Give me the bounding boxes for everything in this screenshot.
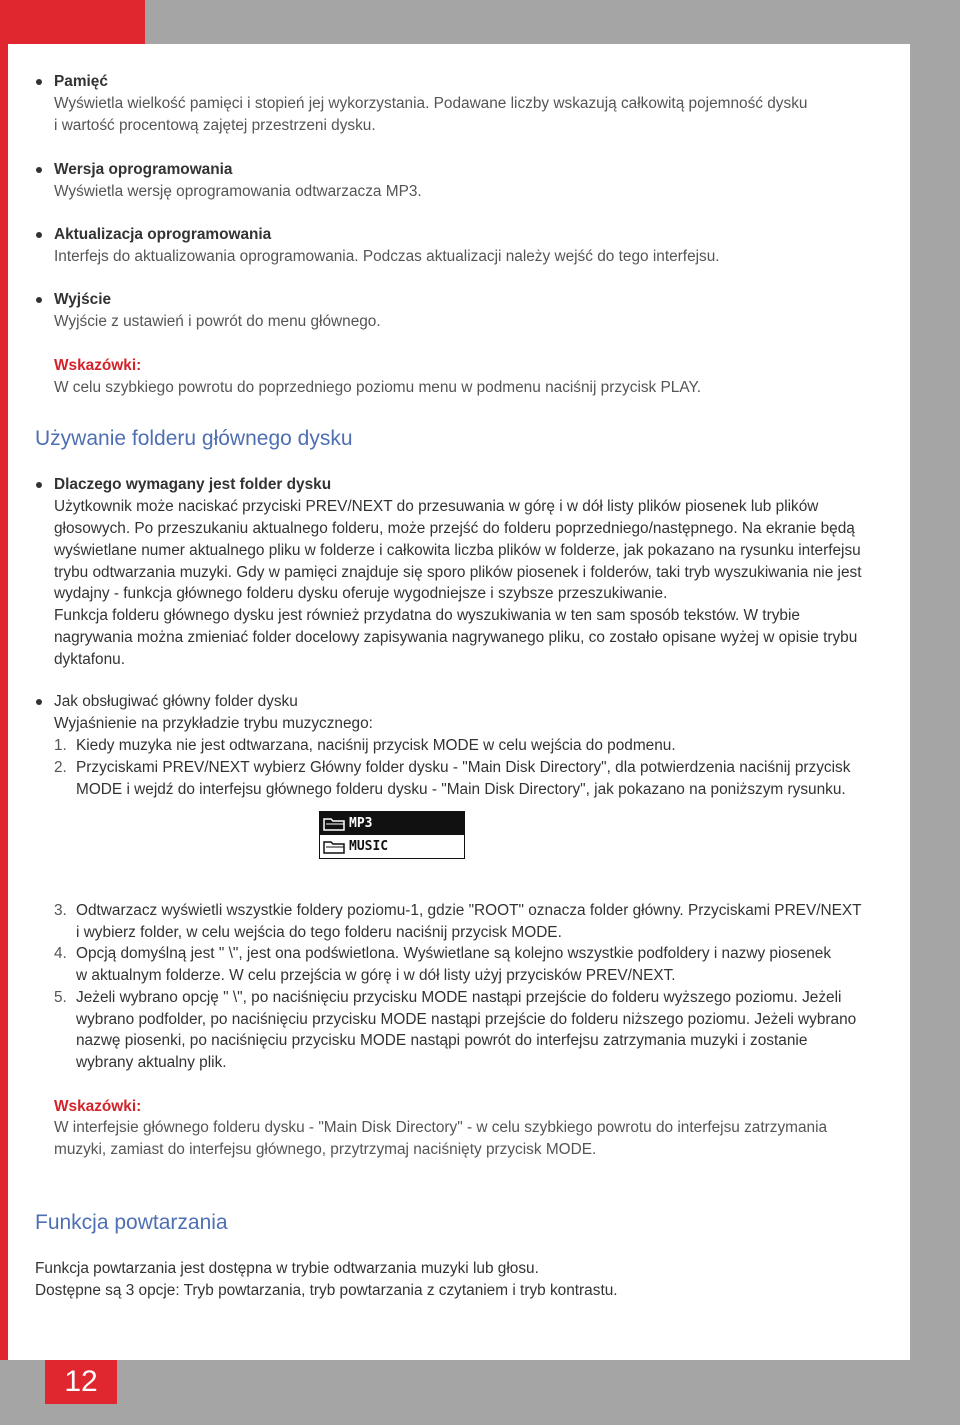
page-number: 12 xyxy=(45,1360,117,1404)
bullet-icon xyxy=(36,232,42,238)
dlaczego-line: wydajny - funkcja głównego folderu dysku oferuje wygodniejsze i szybsze przeszukiwanie. xyxy=(54,585,668,602)
lcd-row2-text: MUSIC xyxy=(349,839,389,854)
step-number: 5. xyxy=(54,989,67,1006)
lcd-row1-text: MP3 xyxy=(349,816,373,831)
folder-icon xyxy=(323,839,345,854)
repeat-line: Dostępne są 3 opcje: Tryb powtarzania, tryb powtarzania z czytaniem i tryb kontrastu. xyxy=(35,1282,618,1299)
dlaczego-line: trybu odtwarzania muzyki. Gdy w pamięci znajduje się sporo plików piosenek i folderów, taki tryb wyszukiwania nie jest xyxy=(54,564,862,581)
bullet-icon xyxy=(36,699,42,705)
step-line: Odtwarzacz wyświetli wszystkie foldery poziomu-1, gdzie "ROOT" oznacza folder główny. Przyciskami PREV/NEXT xyxy=(76,902,862,919)
dlaczego-title: Dlaczego wymagany jest folder dysku xyxy=(54,476,332,493)
pamiec-line-2: i wartość procentową zajętej przestrzeni dysku. xyxy=(54,117,376,134)
step-line: MODE i wejdź do interfejsu głównego folderu dysku - "Main Disk Directory", jak pokazano na poniższym rysunku. xyxy=(76,781,846,798)
dlaczego-line: wyświetlane numer aktualnego pliku w folderze i całkowita liczba plików w folderze, jak pokazano na rysunku interfejsu xyxy=(54,542,861,559)
step-line: i wybierz folder, w celu wejścia do tego folderu naciśnij przycisk MODE. xyxy=(76,924,562,941)
dlaczego-line: dyktafonu. xyxy=(54,651,126,668)
section-title-pamiec: Pamięć xyxy=(54,73,108,90)
jak-intro: Wyjaśnienie na przykładzie trybu muzycznego: xyxy=(54,715,373,732)
folder-icon xyxy=(323,816,345,831)
wyjscie-line-1: Wyjście z ustawień i powrót do menu głównego. xyxy=(54,313,381,330)
step-number: 2. xyxy=(54,759,67,776)
tips-label: Wskazówki: xyxy=(54,357,142,374)
step-line: nazwę piosenki, po naciśnięciu przycisku MODE nastąpi powrót do interfejsu zatrzymania muzyki i zostanie xyxy=(76,1032,808,1049)
bullet-icon xyxy=(36,482,42,488)
section-title-aktualizacja: Aktualizacja oprogramowania xyxy=(54,226,272,243)
top-red-bar xyxy=(0,0,145,44)
aktualizacja-line-1: Interfejs do aktualizowania oprogramowania. Podczas aktualizacji należy wejść do tego interfejsu. xyxy=(54,248,720,265)
step-number: 4. xyxy=(54,945,67,962)
wersja-line-1: Wyświetla wersję oprogramowania odtwarzacza MP3. xyxy=(54,183,422,200)
tips-label: Wskazówki: xyxy=(54,1098,142,1115)
step-line: Jeżeli wybrano opcję " \", po naciśnięciu przycisku MODE nastąpi przejście do folderu wyższego poziomu. Jeżeli xyxy=(76,989,842,1006)
step-line: w aktualnym folderze. W celu przejścia w górę i w dół listy użyj przycisków PREV/NEXT. xyxy=(76,967,676,984)
dlaczego-line: Funkcja folderu głównego dysku jest również przydatna do wyszukiwania w ten sam sposób tekstów. W trybie xyxy=(54,607,800,624)
dlaczego-line: Użytkownik może naciskać przyciski PREV/NEXT do przesuwania w górę i w dół listy plików piosenek lub plików xyxy=(54,498,819,515)
jak-title: Jak obsługiwać główny folder dysku xyxy=(54,693,298,710)
repeat-line: Funkcja powtarzania jest dostępna w trybie odtwarzania muzyki lub głosu. xyxy=(35,1260,539,1277)
dlaczego-line: głosowych. Po przeszukaniu aktualnego folderu, może przejść do folderu poprzedniego/następnego. Na ekranie będą xyxy=(54,520,855,537)
bullet-icon xyxy=(36,167,42,173)
step-line: Kiedy muzyka nie jest odtwarzana, naciśnij przycisk MODE w celu wejścia do podmenu. xyxy=(76,737,676,754)
step-line: Przyciskami PREV/NEXT wybierz Główny folder dysku - "Main Disk Directory", dla potwierdzenia naciśnij przycisk xyxy=(76,759,851,776)
step-number: 1. xyxy=(54,737,67,754)
tips-line: W celu szybkiego powrotu do poprzedniego poziomu menu w podmenu naciśnij przycisk PLAY. xyxy=(54,379,702,396)
section-heading-folder: Używanie folderu głównego dysku xyxy=(35,427,353,450)
tips-line: muzyki, zamiast do interfejsu głównego, przytrzymaj naciśnięty przycisk MODE. xyxy=(54,1141,597,1158)
dlaczego-line: nagrywania można zmieniać folder docelowy zapisywania nagrywanego pliku, co zostało opisane wyżej w opisie trybu xyxy=(54,629,858,646)
section-heading-repeat: Funkcja powtarzania xyxy=(35,1211,228,1234)
bullet-icon xyxy=(36,297,42,303)
tips-line: W interfejsie głównego folderu dysku - "Main Disk Directory" - w celu szybkiego powrotu do interfejsu zatrzymania xyxy=(54,1119,828,1136)
lcd-screen-figure xyxy=(319,811,465,859)
step-line: wybrano podfolder, po naciśnięciu przycisku MODE nastąpi przejście do folderu niższego poziomu. Jeżeli wybrano xyxy=(76,1011,857,1028)
pamiec-line-1: Wyświetla wielkość pamięci i stopień jej wykorzystania. Podawane liczby wskazują całkowitą pojemność dysku xyxy=(54,95,808,112)
section-title-wyjscie: Wyjście xyxy=(54,291,112,308)
bullet-icon xyxy=(36,79,42,85)
side-red-bar xyxy=(0,44,8,1360)
step-line: Opcją domyślną jest " \", jest ona podświetlona. Wyświetlane są kolejno wszystkie podfoldery i nazwy piosenek xyxy=(76,945,832,962)
step-line: wybrany aktualny plik. xyxy=(76,1054,227,1071)
section-title-wersja: Wersja oprogramowania xyxy=(54,161,233,178)
bottom-gray-bar xyxy=(0,1360,960,1425)
step-number: 3. xyxy=(54,902,67,919)
